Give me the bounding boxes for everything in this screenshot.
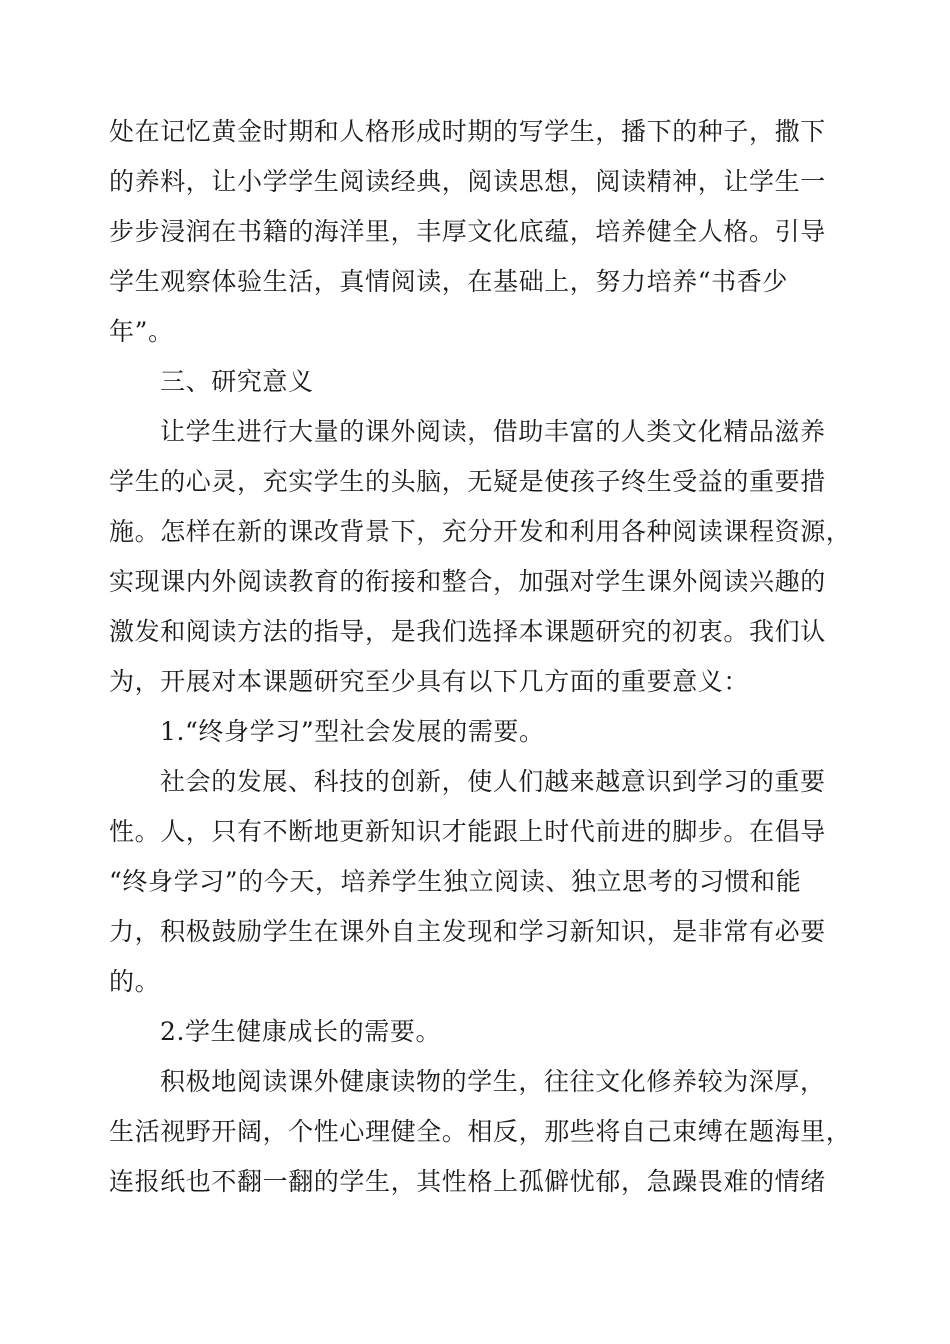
body-text-line: 步步浸润在书籍的海洋里，丰厚文化底蕴，培养健全人格。引导	[109, 217, 826, 246]
body-text-line: 让学生进行大量的课外阅读，借助丰富的人类文化精品滋养	[160, 417, 826, 446]
section-heading: 三、研究意义	[160, 367, 314, 396]
body-text-line: 学生观察体验生活，真情阅读，在基础上，努力培养“书香少	[109, 267, 788, 296]
body-text-line: 激发和阅读方法的指导，是我们选择本课题研究的初衷。我们认	[109, 617, 826, 646]
body-text-line: 积极地阅读课外健康读物的学生，往往文化修养较为深厚，	[160, 1067, 826, 1096]
body-text-line: 实现课内外阅读教育的衔接和整合，加强对学生课外阅读兴趣的	[109, 567, 826, 596]
body-text-line: 的养料，让小学学生阅读经典，阅读思想，阅读精神，让学生一	[109, 167, 826, 196]
body-text-line: 为，开展对本课题研究至少具有以下几方面的重要意义：	[109, 667, 750, 696]
body-text-line: 生活视野开阔，个性心理健全。相反，那些将自己束缚在题海里，	[109, 1117, 852, 1146]
body-text-line: 施。怎样在新的课改背景下，充分开发和利用各种阅读课程资源，	[109, 517, 852, 546]
body-text-line: “终身学习”的今天，培养学生独立阅读、独立思考的习惯和能	[109, 867, 802, 896]
subsection-heading: 1.“终身学习”型社会发展的需要。	[160, 717, 545, 746]
body-text-line: 性。人，只有不断地更新知识才能跟上时代前进的脚步。在倡导	[109, 817, 826, 846]
body-text-line: 社会的发展、科技的创新，使人们越来越意识到学习的重要	[160, 767, 826, 796]
body-text-line: 连报纸也不翻一翻的学生，其性格上孤僻忧郁，急躁畏难的情绪	[109, 1167, 826, 1196]
body-text-line: 力，积极鼓励学生在课外自主发现和学习新知识，是非常有必要	[109, 917, 826, 946]
body-text-line: 的。	[109, 967, 161, 996]
body-text-line: 年”。	[109, 317, 174, 346]
body-text-line: 学生的心灵，充实学生的头脑，无疑是使孩子终生受益的重要措	[109, 467, 826, 496]
subsection-heading: 2.学生健康成长的需要。	[160, 1017, 442, 1046]
body-text-line: 处在记忆黄金时期和人格形成时期的写学生，播下的种子，撒下	[109, 117, 826, 146]
